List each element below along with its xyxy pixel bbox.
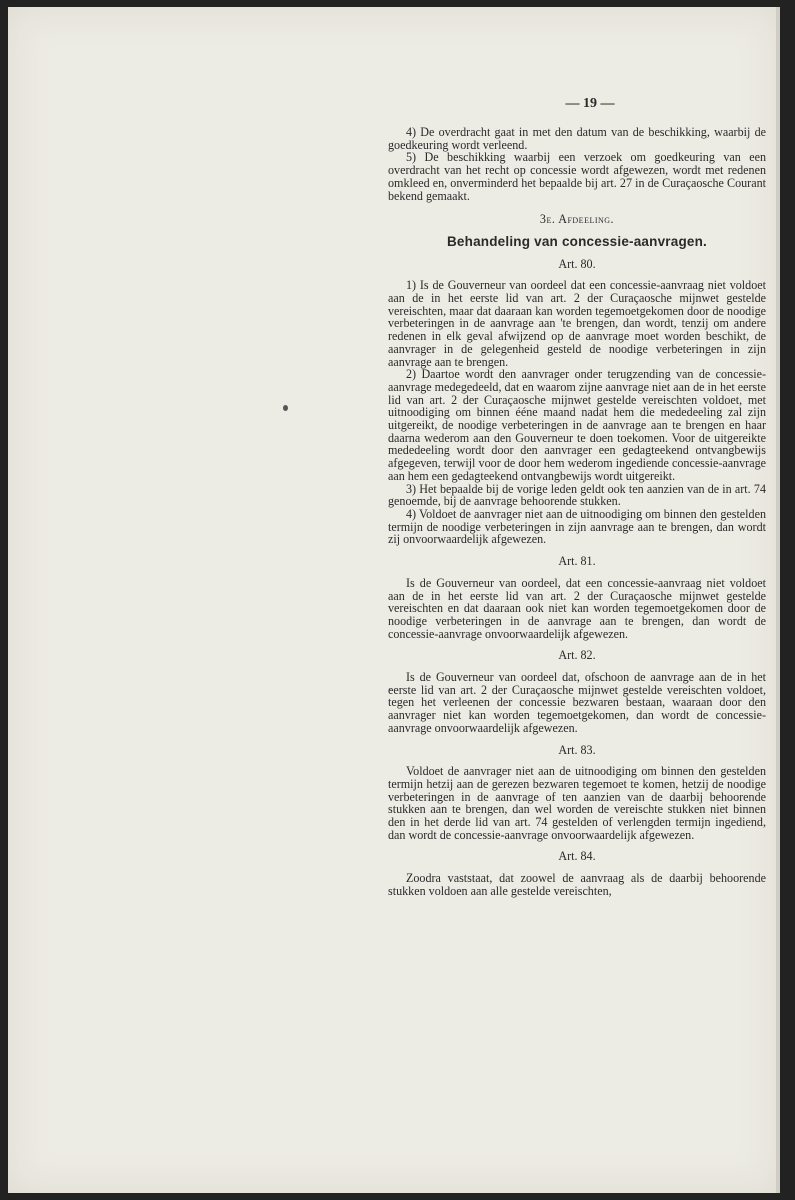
section-title: Behandeling van concessie-aanvragen. <box>446 233 708 249</box>
section-label: 3e. Afdeeling. <box>539 212 615 227</box>
article-80-paragraph-2: 2) Daartoe wordt den aanvrager onder terugzending van de concessie-aanvrage medegedeeld, dat en waarom zijne aanvrage niet aan de in het eerste lid van art. 2 der Curaçaosche mijnwet gestelde vereischten voldoet, met uitnoodiging om binnen ééne maand nadat hem die mededeeling zal zijn uitgereikt, de noodige verbeteringen in de aanvrage aan te brengen en haar daarna wederom aan den Gouverneur te doen toekomen. Voor de uitgereikte mededeeling wordt door den aanvrager een gedagteekend ontvangbewijs afgegeven, terwijl voor de door hem wederom ingediende concessie-aanvrage aan hem een gedagteekend ontvangbewijs wordt uitgereikt. <box>388 367 766 483</box>
text-column <box>388 126 766 898</box>
article-heading-80: Art. 80. <box>558 256 596 271</box>
article-81-paragraph: Is de Gouverneur van oordeel, dat een concessie-aanvraag niet voldoet aan de in het eerste lid van art. 2 der Curaçaosche mijnwet gestelde vereischten en dat daaraan ook niet kan worden tegemoetgekomen door de noodige verbeteringen in de aanvrage aan te brengen, dan wordt de concessie-aanvrage onvoorwaardelijk afgewezen. <box>388 575 766 641</box>
article-heading-82: Art. 82. <box>558 648 596 663</box>
article-heading-81: Art. 81. <box>558 554 596 569</box>
article-80-paragraph-1: 1) Is de Gouverneur van oordeel dat een concessie-aanvraag niet voldoet aan de in het eerste lid van art. 2 der Curaçaosche mijnwet gestelde vereischten, maar dat daaraan kan worden tegemoetgekomen door de noodige verbeteringen in de aanvrage aan 'te brengen, dan wordt, tenzij om andere redenen in elk geval afwijzend op de aanvrage moet worden beschikt, de aanvrager in de gelegenheid gesteld de noodige verbeteringen in zijn aanvrage aan te brengen. <box>388 278 766 369</box>
article-80-paragraph-4: 4) Voldoet de aanvrager niet aan de uitnoodiging om binnen den gestelden termijn de noodige verbeteringen in zijn aanvrage aan te brengen, dan wordt zij onvoorwaardelijk afgewezen. <box>388 506 766 547</box>
article-82-paragraph: Is de Gouverneur van oordeel dat, ofschoon de aanvrage aan de in het eerste lid van art. 2 der Curaçaosche mijnwet gestelde vereischten voldoet, tegen het verleenen der concessie bezwaren bestaan, waaraan door den aanvrager niet kan worden tegemoetgekomen, dan wordt de concessie-aanvrage onvoorwaardelijk afgewezen. <box>388 670 766 735</box>
paragraph-intro-5: 5) De beschikking waarbij een verzoek om goedkeuring van een overdracht van het recht op concessie wordt afgewezen, wordt met redenen omkleed en, onverminderd het bepaalde bij art. 27 in de Curaçaosche Courant bekend gemaakt. <box>388 150 766 203</box>
ink-speck <box>283 405 288 411</box>
article-heading-83: Art. 83. <box>558 742 596 757</box>
page-edge <box>776 7 780 1193</box>
paragraph-intro-4: 4) De overdracht gaat in met den datum van de beschikking, waarbij de goedkeuring wordt verleend. <box>388 125 766 152</box>
article-80-paragraph-3: 3) Het bepaalde bij de vorige leden geldt ook ten aanzien van de in art. 74 genoemde, bij de aanvrage behoorende stukken. <box>388 481 766 509</box>
article-83-paragraph: Voldoet de aanvrager niet aan de uitnoodiging om binnen den gestelden termijn hetzij aan de gerezen bezwaren tegemoet te komen, hetzij de noodige verbeteringen in de aanvrage of ten aanzien van de daarbij behoorende stukken aan te brengen, dan wel worden de vereischte stukken niet binnen den in het derde lid van art. 74 gestelden of verlengden termijn ingediend, dan wordt de concessie-aanvrage onvoorwaardelijk afgewezen. <box>388 764 766 842</box>
page-number: — 19 — <box>565 96 615 111</box>
article-84-paragraph: Zoodra vaststaat, dat zoowel de aanvraag als de daarbij behoorende stukken voldoen aan alle gestelde vereischten, <box>388 871 766 898</box>
article-heading-84: Art. 84. <box>558 849 596 864</box>
